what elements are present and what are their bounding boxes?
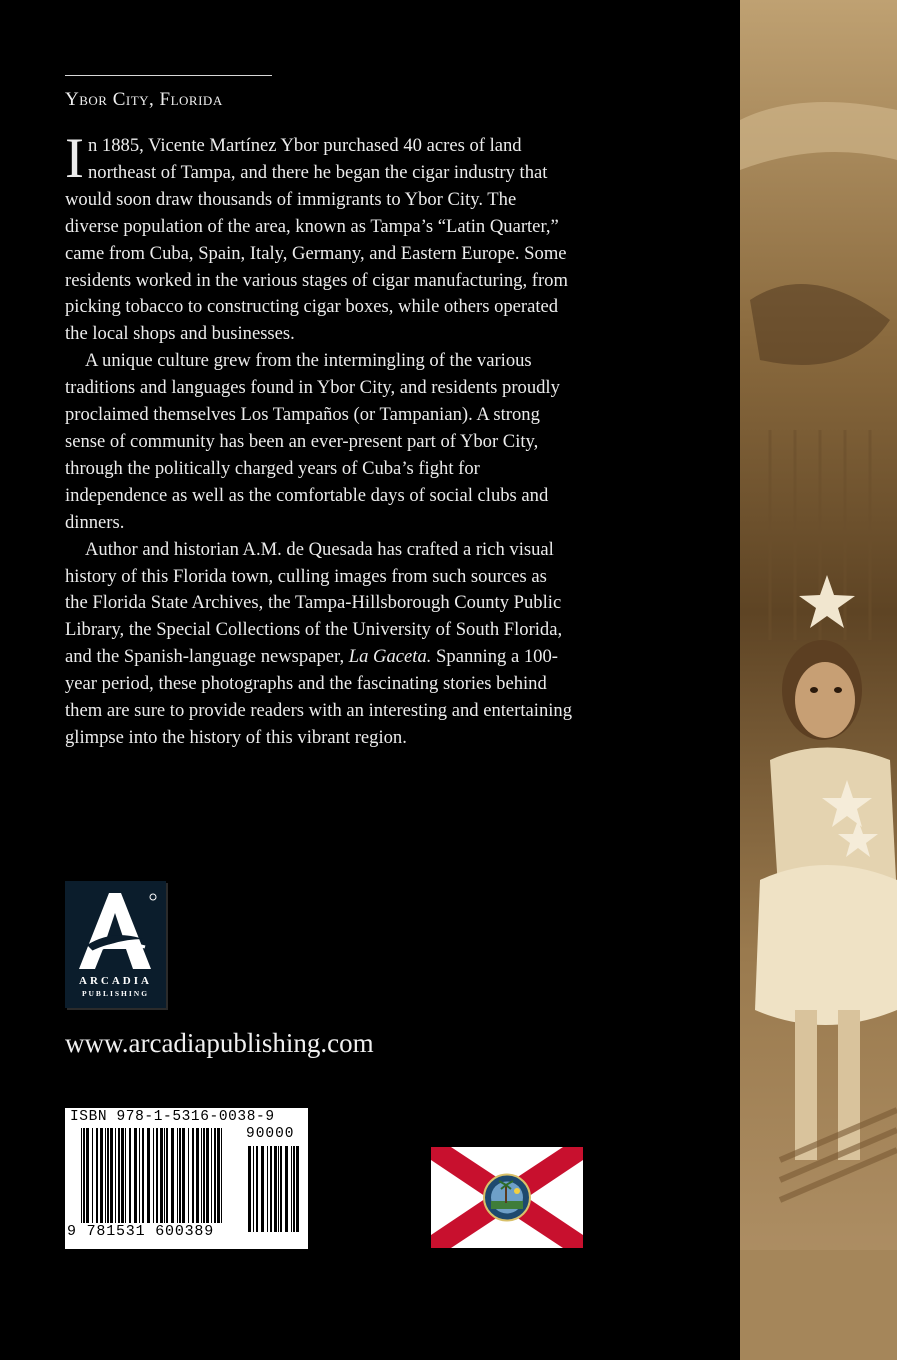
barcode-bar (139, 1128, 140, 1224)
barcode-bar (81, 1128, 82, 1232)
title-rule (65, 75, 272, 76)
barcode-bar (293, 1146, 295, 1232)
price-addon-bars (246, 1146, 301, 1232)
barcode-bar (214, 1128, 216, 1224)
barcode-bar (118, 1128, 120, 1224)
barcode-bar (83, 1128, 85, 1232)
barcode-bar (160, 1128, 163, 1224)
barcode-bar (92, 1128, 93, 1224)
newspaper-name: La Gaceta. (348, 646, 432, 668)
barcode-bar (285, 1146, 288, 1232)
barcode-bar (221, 1128, 222, 1224)
barcode-bar (196, 1128, 199, 1224)
paragraph-3-text-b: Spanning a 100-year period, these photographs and the fascinating stories behind them are sure to provide readers with an interesting and entertaining glimpse into the history of this vibrant region. (65, 646, 573, 748)
publisher-url[interactable]: www.arcadiapublishing.com (65, 1028, 374, 1058)
barcode-bar (134, 1128, 137, 1224)
barcode-bar (256, 1146, 258, 1232)
publisher-name-line-2: PUBLISHING (81, 989, 150, 998)
barcode-bar (291, 1146, 292, 1232)
description-paragraph-3 (65, 537, 573, 752)
ean-bars (79, 1128, 225, 1232)
price-code: 90000 (246, 1126, 295, 1142)
isbn-barcode (65, 1108, 308, 1249)
description-paragraph-2: A unique culture grew from the intermingling of the various traditions and languages found in Ybor City, and residents proudly proclaimed themselves Los Tampaños (or Tampanian). A strong sense of community has been an ever-present part of Ybor City, through the politically charged years of Cuba’s fight for independence as well as the comfortable days of social clubs and dinners. (65, 350, 560, 533)
barcode-bar (121, 1128, 124, 1224)
barcode-bar (156, 1128, 158, 1224)
florida-state-flag-icon (431, 1147, 583, 1248)
barcode-bar (278, 1146, 279, 1232)
ean-digits: 9 781531 600389 (67, 1223, 226, 1240)
barcode-bar (217, 1128, 220, 1224)
barcode-bar (125, 1128, 126, 1224)
barcode-bar (164, 1128, 165, 1224)
barcode-bar (248, 1146, 251, 1232)
arcadia-a-logo-icon (73, 889, 158, 975)
barcode-bar (96, 1128, 98, 1224)
barcode-bar (100, 1128, 103, 1224)
barcode-bar (86, 1128, 89, 1224)
sepia-photograph (740, 0, 897, 1360)
description-paragraph-1 (65, 127, 573, 348)
barcode-bar (270, 1146, 272, 1232)
barcode-bar (253, 1146, 254, 1232)
barcode-bar (115, 1128, 116, 1224)
barcode-bar (261, 1146, 264, 1232)
barcode-bar (105, 1128, 106, 1224)
barcode-bar (171, 1128, 174, 1232)
barcode-bar (166, 1128, 168, 1224)
barcode-bar (280, 1146, 282, 1232)
arcadia-publishing-logo (65, 881, 166, 1008)
barcode-bar (201, 1128, 202, 1224)
barcode-bar (267, 1146, 268, 1232)
barcode-bar (110, 1128, 113, 1224)
barcode-bar (182, 1128, 185, 1224)
barcode-bar (147, 1128, 150, 1224)
barcode-bar (179, 1128, 181, 1224)
barcode-bar (206, 1128, 209, 1224)
drop-cap: I (65, 127, 84, 190)
isbn-text: ISBN 978-1-5316-0038-9 (70, 1109, 275, 1125)
barcode-bar (107, 1128, 109, 1224)
barcode-bar (274, 1146, 277, 1232)
publisher-name-line-1: ARCADIA (79, 975, 152, 987)
paragraph-3-text-a: Author and historian A.M. de Quesada has crafted a rich visual history of this Florida town, culling images from such sources as the Florida State Archives, the Tampa-Hillsborough County Public Library, the Special Collections of the University of South Florida, and the Spanish-language newspaper, (65, 538, 563, 668)
paragraph-1-text: n 1885, Vicente Martínez Ybor purchased 40 acres of land northeast of Tampa, and there he began the cigar industry that would soon draw thousands of immigrants to Ybor City. The diverse population of the area, known as Tampa’s “Latin Quarter,” came from Cuba, Spain, Italy, Germany, and Eastern Europe. Some residents worked in the various stages of cigar manufacturing, from picking tobacco to constructing cigar boxes, while others operated the local shops and businesses. (65, 135, 568, 345)
barcode-bar (142, 1128, 144, 1224)
book-title: Ybor City, Florida (65, 89, 223, 110)
barcode-bar (192, 1128, 194, 1224)
barcode-bar (296, 1146, 299, 1232)
barcode-bar (211, 1128, 212, 1224)
barcode-bar (129, 1128, 131, 1224)
barcode-bar (188, 1128, 189, 1224)
barcode-bar (153, 1128, 154, 1224)
barcode-bar (177, 1128, 178, 1232)
barcode-bar (203, 1128, 205, 1224)
book-description (65, 127, 573, 752)
